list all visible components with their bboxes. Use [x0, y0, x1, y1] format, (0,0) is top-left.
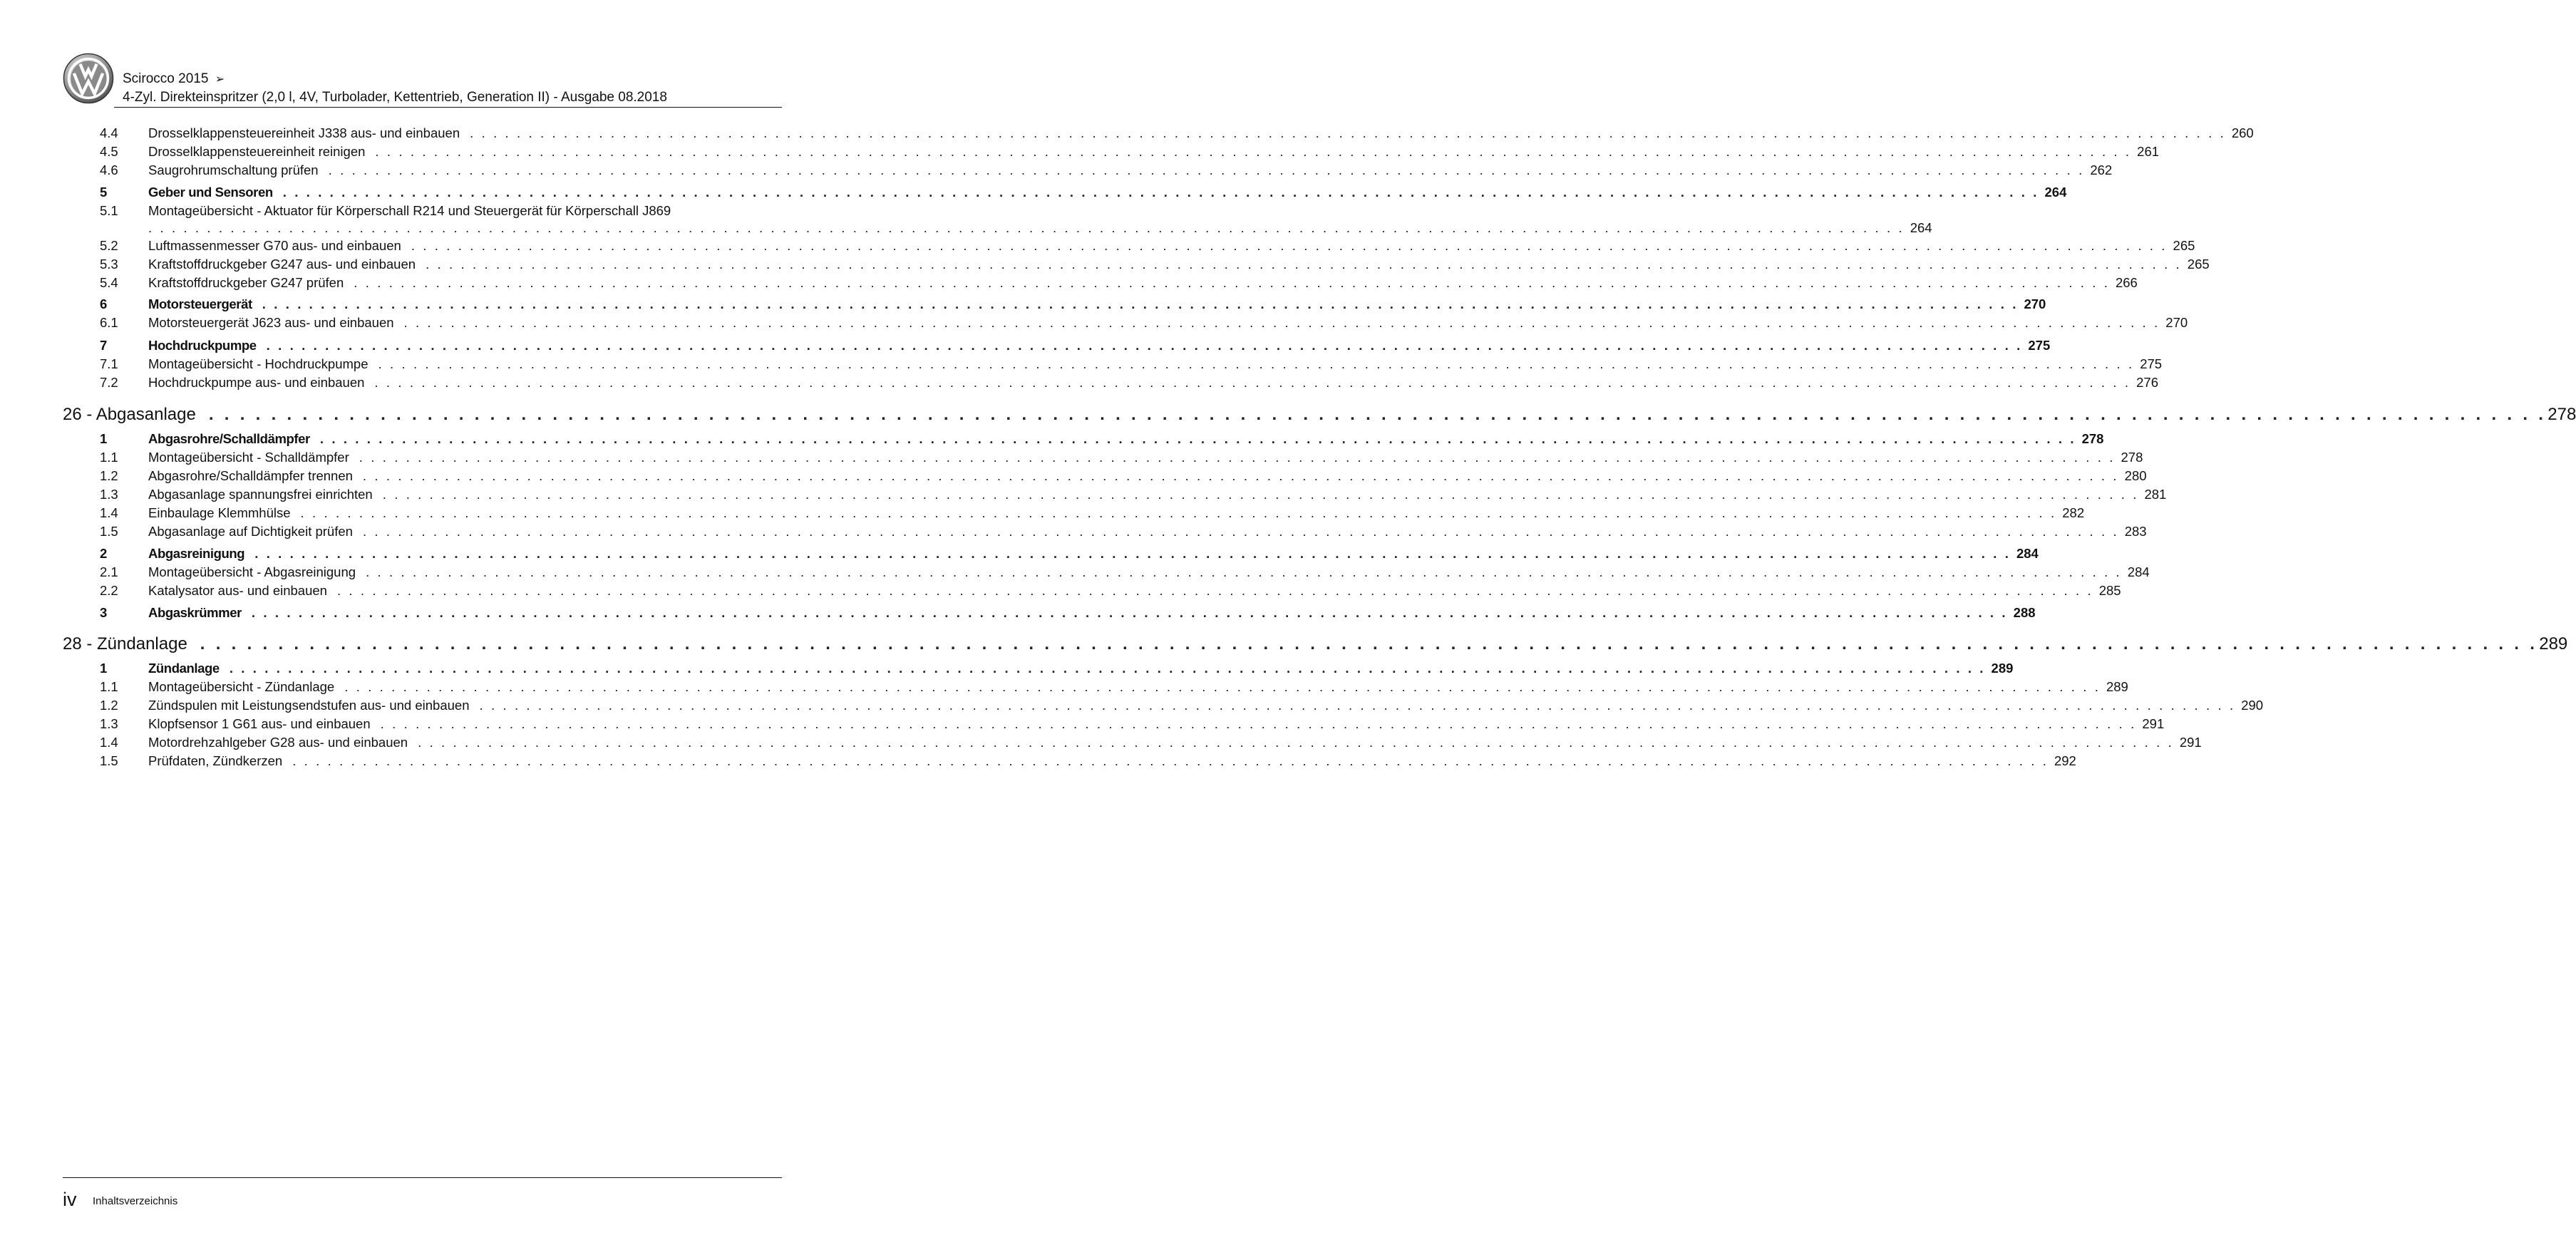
toc-entry-number: 1.5 — [100, 753, 118, 768]
toc-entry-page: 281 — [2144, 487, 2167, 502]
toc-section-number: 1 — [100, 661, 108, 676]
toc-entry-title: Abgasanlage auf Dichtigkeit prüfen — [148, 524, 353, 539]
toc-entry-title: Montageübersicht - Abgasreinigung — [148, 564, 356, 579]
toc-section-title: Zündanlage — [148, 661, 220, 676]
toc-chapter-page: 289 — [2539, 634, 2568, 654]
page-number: iv — [63, 1189, 77, 1210]
toc-entry-title: Kraftstoffdruckgeber G247 prüfen — [148, 275, 344, 290]
toc-entry-number: 4.5 — [100, 144, 118, 159]
toc-section-page: 288 — [2013, 605, 2036, 620]
toc-entry-page: 278 — [2121, 450, 2143, 465]
toc-section-title: Abgaskrümmer — [148, 605, 242, 620]
toc-entry-page: 260 — [2231, 125, 2254, 140]
dot-leader: . . . . . . . . . . . . . . . . . . . . . . . . . . . . . . . . . . . . . . . . . . . . . . . . . . . . . . . . . . . . . . . . . . . . . . . . . . . . . . . . . . . . . . . . . . . . . . . . . . . . . . . . . . . . . . . . . . . . . . . . . . . . . . . . . . . . . . . . . . . . . . . . . . . . . . — [411, 238, 2168, 253]
toc-entry-number: 4.6 — [100, 162, 118, 177]
toc-entry-title: Montageübersicht - Aktuator für Körperschall R214 und Steuergerät für Körperschall J869 — [148, 203, 671, 218]
toc-entry-number: 1.1 — [100, 450, 118, 465]
toc-section-number: 1 — [100, 431, 108, 446]
toc-entry-page: 285 — [2098, 583, 2121, 598]
toc-entry-title: Drosselklappensteuereinheit J338 aus- und einbauen — [148, 125, 460, 140]
arrow-right-icon: ➢ — [215, 73, 225, 86]
toc-entry-number: 2.2 — [100, 583, 118, 598]
toc-section-title: Hochdruckpumpe — [148, 338, 257, 353]
toc-entry-number: 6.1 — [100, 315, 118, 330]
dot-leader: . . . . . . . . . . . . . . . . . . . . . . . . . . . . . . . . . . . . . . . . . . . . . . . . . . . . . . . . . . . . . . . . . . . . . . . . . . . . . . . . . . . . . . . . . . . . . . . . . . . . . . . . . . . . . . . . . . . . . . . . . . . . . . . . . . . . . . . . . . . . . . . . . . . . . . — [354, 275, 2110, 290]
dot-leader: . . . . . . . . . . . . . . . . . . . . . . . . . . . . . . . . . . . . . . . . . . . . . . . . . . . . . . . . . . . . . . . . . . . . . . . . . . . . . . . . . . . . . . . . . . . . . . . . . . . . . . . . . . . . . . . . . . . . . . . . . . . . . . . . . . . . . . . . . . . . . . . . . . . . . . — [374, 375, 2131, 390]
toc-entry-page: 282 — [2062, 505, 2085, 520]
toc-entry-title: Montageübersicht - Zündanlage — [148, 679, 335, 694]
toc-entry-number: 1.2 — [100, 698, 118, 713]
toc-chapter-title: 26 - Abgasanlage — [63, 405, 196, 424]
toc-entry-title: Zündspulen mit Leistungsendstufen aus- und einbauen — [148, 698, 470, 713]
toc-entry-title: Montageübersicht - Hochdruckpumpe — [148, 356, 369, 371]
toc-entry-title: Montageübersicht - Schalldämpfer — [148, 450, 349, 465]
toc-entry-number: 5.3 — [100, 257, 118, 272]
toc-entry-page: 265 — [2173, 238, 2195, 253]
dot-leader: . . . . . . . . . . . . . . . . . . . . . . . . . . . . . . . . . . . . . . . . . . . . . . . . . . . . . . . . . . . . . . . . . . . . . . . . . . . . . . . . . . . . . . . . . . . . . . . . . . . . . . . . . . . . . . . . . . . . . . . . . . . . . . . . . . . . . . . . . . . . . . . . . . . . . . — [282, 185, 2039, 200]
toc-entry-number: 7.1 — [100, 356, 118, 371]
dot-leader: . . . . . . . . . . . . . . . . . . . . . . . . . . . . . . . . . . . . . . . . . . . . . . . . . . . . . . . . . . . . . . . . . . . . . . . . . . . . . . . . . . . . . . . . . . . . . . . . . . . . . . . . . . . . . . . . . . . . . . . . . . . . . . . . . . . . . . . . . . . . . . . . . . . . . . — [148, 220, 1905, 235]
dot-leader: . . . . . . . . . . . . . . . . . . . . . . . . . . . . . . . . . . . . . . . . . . . . . . . . . . . . . . . . . . . . . . . . . . . . . . . . . . . . . . . . . . . . . . . . . . . . . . . . . . . . . . . . . . . . . . . . . . . . . . . . . . . . . . . . . . . . . . . . . . . . . . . . . . . . . . — [262, 296, 2019, 311]
toc-entry-page: 280 — [2124, 468, 2147, 483]
dot-leader: . . . . . . . . . . . . . . . . . . . . . . . . . . . . . . . . . . . . . . . . . . . . . . . . . . . . . . . . . . . . . . . . . . . . . . . . . . . . . . . . . . . . . . . . . . . . . . . . . . . . . . . . . . . . . . . . . . . . . . . . . . . . . . . . . . . . . . . . . . . . . . . . . . . . . . — [359, 450, 2116, 465]
toc-entry-page: 266 — [2115, 275, 2138, 290]
toc-entry-page: 291 — [2179, 735, 2202, 750]
toc-entry-number: 7.2 — [100, 375, 118, 390]
toc-chapter-page: 278 — [2547, 405, 2576, 424]
toc-entry-title: Kraftstoffdruckgeber G247 aus- und einbauen — [148, 257, 416, 272]
toc-entry-number: 2.1 — [100, 564, 118, 579]
toc-section-page: 284 — [2016, 546, 2039, 561]
toc-entry-title: Hochdruckpumpe aus- und einbauen — [148, 375, 365, 390]
document-subtitle: 4-Zyl. Direkteinspritzer (2,0 l, 4V, Turbolader, Kettentrieb, Generation II) - Ausgabe 08.2018 — [123, 90, 667, 105]
toc-entry-title: Motorsteuergerät J623 aus- und einbauen — [148, 315, 394, 330]
dot-leader: . . . . . . . . . . . . . . . . . . . . . . . . . . . . . . . . . . . . . . . . . . . . . . . . . . . . . . . . . . . . . . . . . . . . . . . . . . . . . . . . . . . . . . . . . . . . . . . . . . . . . . . . . . . . . . . . . . . . . . . . . . . . . . . . . . . . . . . . . . . . . . . . . . . . . . — [426, 257, 2182, 272]
toc-entry-title: Saugrohrumschaltung prüfen — [148, 162, 319, 177]
toc-section-title: Abgasreinigung — [148, 546, 245, 561]
toc-section-title: Geber und Sensoren — [148, 185, 273, 200]
toc-entry-page: 265 — [2187, 257, 2210, 272]
toc-entry-number: 1.3 — [100, 487, 118, 502]
dot-leader: . . . . . . . . . . . . . . . . . . . . . . . . . . . . . . . . . . . . . . . . . . . . . . . . . . . . . . . . . . . . . . . . . . . . . . . . . . . . . . . . . . . . . . . . . . . . . . . . . . . . . . . . . . . . . . . . . . . . . . . . . . . . . . . . . . . . . . . . . . . . . . . . . . . . . . — [375, 144, 2132, 159]
dot-leader: . . . . . . . . . . . . . . . . . . . . . . . . . . . . . . . . . . . . . . . . . . . . . . . . . . . . . . . . . . . . . . . . . . . . . . . . . . . . . . . . . . . . . . . . . . . . . . . . . . . . . . . . . . . . . . . . . . . . . . . . . . . . . . . . . . . . . . . . . . . . . . . . . . . . . . — [362, 524, 2119, 539]
toc-entry-title: Drosselklappensteuereinheit reinigen — [148, 144, 366, 159]
toc-entry-title: Abgasrohre/Schalldämpfer trennen — [148, 468, 353, 483]
dot-leader: . . . . . . . . . . . . . . . . . . . . . . . . . . . . . . . . . . . . . . . . . . . . . . . . . . . . . . . . . . . . . . . . . . . . . . . . . . . . . . . . . . . . . . . . . . . . . . . . . . . . . . . . . . . . . . . . . . . . . . . . . . . . . . . . . . . . . . . . . . . . . . . . . . . . . . — [418, 735, 2174, 750]
dot-leader: . . . . . . . . . . . . . . . . . . . . . . . . . . . . . . . . . . . . . . . . . . . . . . . . . . . . . . . . . . . . . . . . . . . . . . . . . . . . . . . . . . . . . . . . . . . . . . . . . . . . . . . . . . . . . . . . . . . . . . . . . . . . . . . . . . . . . . . . . . . . . . . . . . . . . . — [479, 698, 2236, 713]
dot-leader: . . . . . . . . . . . . . . . . . . . . . . . . . . . . . . . . . . . . . . . . . . . . . . . . . . . . . . . . . . . . . . . . . . . . . . . . . . . . . . . . . . . . . . . . . . . . . . . . . . . . . . . . . . . . . . . . . . . . . . . . . . . . . . . . . . . . . . . . . . . . . . . . . . . . . . — [300, 505, 2057, 520]
toc-section-number: 3 — [100, 605, 108, 620]
toc-entry-page: 290 — [2241, 698, 2264, 713]
toc-section-page: 278 — [2081, 431, 2104, 446]
toc-chapter-title: 28 - Zündanlage — [63, 634, 187, 654]
document-title — [123, 71, 225, 88]
toc-section-number: 5 — [100, 185, 108, 200]
toc-entry-number: 1.5 — [100, 524, 118, 539]
dot-leader: . . . . . . . . . . . . . . . . . . . . . . . . . . . . . . . . . . . . . . . . . . . . . . . . . . . . . . . . . . . . . . . . . . . . . . . . . . . . . . . . . . . . . . . . . . . . . . . . . . . . . . . . . . . . . . . . . . . . . . . . . . . . . . . . . . . . . . . . . . . . . . . . . . . . . . — [380, 716, 2137, 731]
toc-section-page: 270 — [2024, 296, 2046, 311]
vw-logo — [63, 53, 114, 104]
toc-entry-page: 284 — [2127, 564, 2150, 579]
toc-entry-page: 275 — [2140, 356, 2163, 371]
toc-entry-title: Motordrehzahlgeber G28 aus- und einbauen — [148, 735, 408, 750]
toc-entry-page: 276 — [2136, 375, 2159, 390]
dot-leader: . . . . . . . . . . . . . . . . . . . . . . . . . . . . . . . . . . . . . . . . . . . . . . . . . . . . . . . . . . . . . . . . . . . . . . . . . . . . . . . . . . . . . . . . . . . . . . . . . . . . . . . . . . . . . . . . . . . . . . . . . . . . . . . . . . . . . . . . . . . . . . . . . . . . . . — [200, 634, 2538, 654]
toc-section-number: 6 — [100, 296, 108, 311]
toc-entry-page: 289 — [2106, 679, 2128, 694]
footer-label: Inhaltsverzeichnis — [93, 1195, 178, 1207]
toc-entry-number: 5.4 — [100, 275, 118, 290]
toc-entry-page: 283 — [2124, 524, 2147, 539]
toc-section-number: 7 — [100, 338, 108, 353]
dot-leader: . . . . . . . . . . . . . . . . . . . . . . . . . . . . . . . . . . . . . . . . . . . . . . . . . . . . . . . . . . . . . . . . . . . . . . . . . . . . . . . . . . . . . . . . . . . . . . . . . . . . . . . . . . . . . . . . . . . . . . . . . . . . . . . . . . . . . . . . . . . . . . . . . . . . . . — [382, 487, 2139, 502]
toc-entry-title: Katalysator aus- und einbauen — [148, 583, 327, 598]
dot-leader: . . . . . . . . . . . . . . . . . . . . . . . . . . . . . . . . . . . . . . . . . . . . . . . . . . . . . . . . . . . . . . . . . . . . . . . . . . . . . . . . . . . . . . . . . . . . . . . . . . . . . . . . . . . . . . . . . . . . . . . . . . . . . . . . . . . . . . . . . . . . . . . . . . . . . . — [344, 679, 2101, 694]
dot-leader: . . . . . . . . . . . . . . . . . . . . . . . . . . . . . . . . . . . . . . . . . . . . . . . . . . . . . . . . . . . . . . . . . . . . . . . . . . . . . . . . . . . . . . . . . . . . . . . . . . . . . . . . . . . . . . . . . . . . . . . . . . . . . . . . . . . . . . . . . . . . . . . . . . . . . . — [251, 605, 2008, 620]
dot-leader: . . . . . . . . . . . . . . . . . . . . . . . . . . . . . . . . . . . . . . . . . . . . . . . . . . . . . . . . . . . . . . . . . . . . . . . . . . . . . . . . . . . . . . . . . . . . . . . . . . . . . . . . . . . . . . . . . . . . . . . . . . . . . . . . . . . . . . . . . . . . . . . . . . . . . . — [366, 564, 2122, 579]
toc-section-page: 264 — [2044, 185, 2067, 200]
toc-entry-number: 1.4 — [100, 735, 118, 750]
toc-section-title: Abgasrohre/Schalldämpfer — [148, 431, 310, 446]
toc-entry-number: 1.2 — [100, 468, 118, 483]
toc-entry-page: 261 — [2137, 144, 2160, 159]
document-title-text: Scirocco 2015 — [123, 71, 209, 86]
dot-leader: . . . . . . . . . . . . . . . . . . . . . . . . . . . . . . . . . . . . . . . . . . . . . . . . . . . . . . . . . . . . . . . . . . . . . . . . . . . . . . . . . . . . . . . . . . . . . . . . . . . . . . . . . . . . . . . . . . . . . . . . . . . . . . . . . . . . . . . . . . . . . . . . . . . . . . — [208, 405, 2547, 424]
toc-entry-number: 1.1 — [100, 679, 118, 694]
toc-entry-page: 291 — [2142, 716, 2165, 731]
dot-leader: . . . . . . . . . . . . . . . . . . . . . . . . . . . . . . . . . . . . . . . . . . . . . . . . . . . . . . . . . . . . . . . . . . . . . . . . . . . . . . . . . . . . . . . . . . . . . . . . . . . . . . . . . . . . . . . . . . . . . . . . . . . . . . . . . . . . . . . . . . . . . . . . . . . . . . — [254, 546, 2011, 561]
toc-entry-number: 5.2 — [100, 238, 118, 253]
dot-leader: . . . . . . . . . . . . . . . . . . . . . . . . . . . . . . . . . . . . . . . . . . . . . . . . . . . . . . . . . . . . . . . . . . . . . . . . . . . . . . . . . . . . . . . . . . . . . . . . . . . . . . . . . . . . . . . . . . . . . . . . . . . . . . . . . . . . . . . . . . . . . . . . . . . . . . — [336, 583, 2093, 598]
toc-entry-title: Prüfdaten, Zündkerzen — [148, 753, 283, 768]
toc-entry-number: 4.4 — [100, 125, 118, 140]
toc-entry-title: Abgasanlage spannungsfrei einrichten — [148, 487, 373, 502]
dot-leader: . . . . . . . . . . . . . . . . . . . . . . . . . . . . . . . . . . . . . . . . . . . . . . . . . . . . . . . . . . . . . . . . . . . . . . . . . . . . . . . . . . . . . . . . . . . . . . . . . . . . . . . . . . . . . . . . . . . . . . . . . . . . . . . . . . . . . . . . . . . . . . . . . . . . . . — [470, 125, 2226, 140]
toc-entry-number: 1.4 — [100, 505, 118, 520]
dot-leader: . . . . . . . . . . . . . . . . . . . . . . . . . . . . . . . . . . . . . . . . . . . . . . . . . . . . . . . . . . . . . . . . . . . . . . . . . . . . . . . . . . . . . . . . . . . . . . . . . . . . . . . . . . . . . . . . . . . . . . . . . . . . . . . . . . . . . . . . . . . . . . . . . . . . . . — [328, 162, 2085, 177]
toc-entry-number: 1.3 — [100, 716, 118, 731]
dot-leader: . . . . . . . . . . . . . . . . . . . . . . . . . . . . . . . . . . . . . . . . . . . . . . . . . . . . . . . . . . . . . . . . . . . . . . . . . . . . . . . . . . . . . . . . . . . . . . . . . . . . . . . . . . . . . . . . . . . . . . . . . . . . . . . . . . . . . . . . . . . . . . . . . . . . . . — [229, 661, 1986, 676]
header-divider — [114, 107, 782, 108]
dot-leader: . . . . . . . . . . . . . . . . . . . . . . . . . . . . . . . . . . . . . . . . . . . . . . . . . . . . . . . . . . . . . . . . . . . . . . . . . . . . . . . . . . . . . . . . . . . . . . . . . . . . . . . . . . . . . . . . . . . . . . . . . . . . . . . . . . . . . . . . . . . . . . . . . . . . . . — [378, 356, 2135, 371]
toc-entry-title: Einbaulage Klemmhülse — [148, 505, 291, 520]
toc-entry-title: Klopfsensor 1 G61 aus- und einbauen — [148, 716, 371, 731]
dot-leader: . . . . . . . . . . . . . . . . . . . . . . . . . . . . . . . . . . . . . . . . . . . . . . . . . . . . . . . . . . . . . . . . . . . . . . . . . . . . . . . . . . . . . . . . . . . . . . . . . . . . . . . . . . . . . . . . . . . . . . . . . . . . . . . . . . . . . . . . . . . . . . . . . . . . . . — [266, 338, 2023, 353]
toc-section-title: Motorsteuergerät — [148, 296, 252, 311]
footer-divider — [63, 1177, 782, 1178]
toc-entry-page: 264 — [1910, 220, 1932, 235]
dot-leader: . . . . . . . . . . . . . . . . . . . . . . . . . . . . . . . . . . . . . . . . . . . . . . . . . . . . . . . . . . . . . . . . . . . . . . . . . . . . . . . . . . . . . . . . . . . . . . . . . . . . . . . . . . . . . . . . . . . . . . . . . . . . . . . . . . . . . . . . . . . . . . . . . . . . . . — [319, 431, 2076, 446]
dot-leader: . . . . . . . . . . . . . . . . . . . . . . . . . . . . . . . . . . . . . . . . . . . . . . . . . . . . . . . . . . . . . . . . . . . . . . . . . . . . . . . . . . . . . . . . . . . . . . . . . . . . . . . . . . . . . . . . . . . . . . . . . . . . . . . . . . . . . . . . . . . . . . . . . . . . . . — [292, 753, 2049, 768]
toc-entry-page: 262 — [2090, 162, 2113, 177]
toc-section-number: 2 — [100, 546, 108, 561]
toc-section-page: 289 — [1991, 661, 2014, 676]
toc-entry-title: Luftmassenmesser G70 aus- und einbauen — [148, 238, 401, 253]
toc-entry-page: 292 — [2054, 753, 2076, 768]
dot-leader: . . . . . . . . . . . . . . . . . . . . . . . . . . . . . . . . . . . . . . . . . . . . . . . . . . . . . . . . . . . . . . . . . . . . . . . . . . . . . . . . . . . . . . . . . . . . . . . . . . . . . . . . . . . . . . . . . . . . . . . . . . . . . . . . . . . . . . . . . . . . . . . . . . . . . . — [362, 468, 2119, 483]
dot-leader: . . . . . . . . . . . . . . . . . . . . . . . . . . . . . . . . . . . . . . . . . . . . . . . . . . . . . . . . . . . . . . . . . . . . . . . . . . . . . . . . . . . . . . . . . . . . . . . . . . . . . . . . . . . . . . . . . . . . . . . . . . . . . . . . . . . . . . . . . . . . . . . . . . . . . . — [403, 315, 2160, 330]
toc-section-page: 275 — [2028, 338, 2051, 353]
toc-entry-page: 270 — [2165, 315, 2188, 330]
toc-entry-number: 5.1 — [100, 203, 118, 218]
